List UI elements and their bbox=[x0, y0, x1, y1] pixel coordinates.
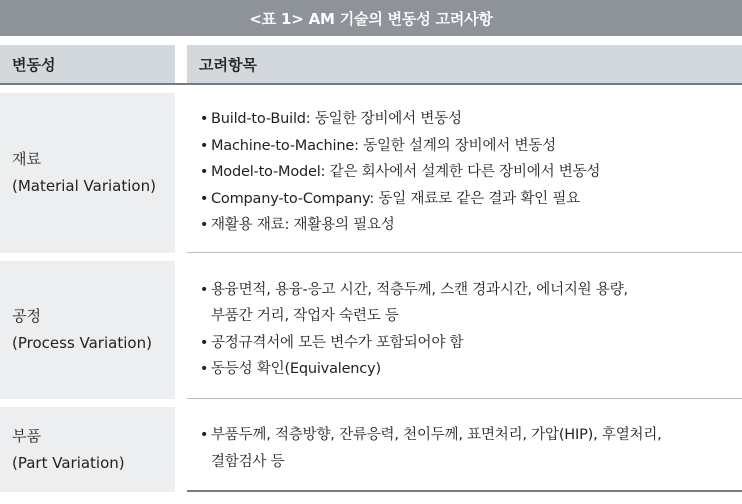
bullet-icon: • bbox=[199, 281, 209, 298]
category-name-ko: 재료 bbox=[12, 150, 41, 168]
list-item bbox=[197, 330, 742, 357]
category-part bbox=[0, 407, 175, 492]
list-item bbox=[197, 212, 742, 239]
bullet-icon: • bbox=[199, 217, 209, 234]
list-item bbox=[197, 106, 742, 133]
item-text: Build-to-Build: 동일한 장비에서 변동성 bbox=[211, 111, 462, 128]
item-text: 결함검사 등 bbox=[211, 453, 285, 470]
considerations-part bbox=[187, 407, 742, 492]
list-item-continuation bbox=[197, 303, 742, 330]
table-header-row bbox=[0, 45, 742, 85]
bullet-icon: • bbox=[199, 111, 209, 128]
considerations-material bbox=[187, 93, 742, 253]
category-process bbox=[0, 261, 175, 399]
bullet-icon: • bbox=[199, 361, 209, 377]
header-considerations: 고려항목 bbox=[187, 45, 742, 83]
item-text: 용융면적, 용융-응고 시간, 적층두께, 스캔 경과시간, 에너지원 용량, bbox=[211, 281, 628, 298]
item-text: Model-to-Model: 같은 회사에서 설계한 다른 장비에서 변동성 bbox=[211, 164, 601, 181]
variability-table bbox=[0, 45, 742, 492]
list-item bbox=[197, 356, 742, 383]
bullet-icon: • bbox=[199, 164, 209, 181]
table-row-process bbox=[0, 261, 742, 399]
category-name-en: (Part Variation) bbox=[12, 453, 125, 472]
category-name-ko: 공정 bbox=[12, 307, 41, 325]
item-text: Company-to-Company: 동일 재료로 같은 결과 확인 필요 bbox=[211, 190, 580, 207]
item-text: 재활용 재료: 재활용의 필요성 bbox=[211, 217, 395, 234]
table-row-material bbox=[0, 93, 742, 253]
list-item bbox=[197, 186, 742, 213]
item-text: Machine-to-Machine: 동일한 설계의 장비에서 변동성 bbox=[211, 137, 556, 154]
bullet-icon: • bbox=[199, 427, 209, 443]
list-item bbox=[197, 159, 742, 186]
list-item bbox=[197, 422, 742, 449]
bullet-icon: • bbox=[199, 190, 209, 207]
table-row-part bbox=[0, 407, 742, 492]
category-name-ko: 부품 bbox=[12, 426, 41, 445]
category-name-en: (Material Variation) bbox=[12, 177, 156, 195]
header-variability: 변동성 bbox=[0, 45, 175, 83]
list-item bbox=[197, 277, 742, 304]
table-title: <표 1> AM 기술의 변동성 고려사항 bbox=[0, 0, 742, 36]
list-item bbox=[197, 133, 742, 160]
bullet-icon: • bbox=[199, 137, 209, 154]
considerations-process bbox=[187, 261, 742, 399]
item-text: 동등성 확인(Equivalency) bbox=[211, 361, 381, 377]
category-name-en: (Process Variation) bbox=[12, 334, 152, 352]
list-item-continuation bbox=[197, 449, 742, 476]
bullet-icon: • bbox=[199, 334, 209, 351]
item-text: 부품간 거리, 작업자 숙련도 등 bbox=[211, 308, 399, 324]
item-text: 공정규격서에 모든 변수가 포함되어야 함 bbox=[211, 334, 464, 351]
category-material bbox=[0, 93, 175, 253]
item-text: 부품두께, 적층방향, 잔류응력, 천이두께, 표면처리, 가압(HIP), 후열처리, bbox=[211, 427, 662, 443]
